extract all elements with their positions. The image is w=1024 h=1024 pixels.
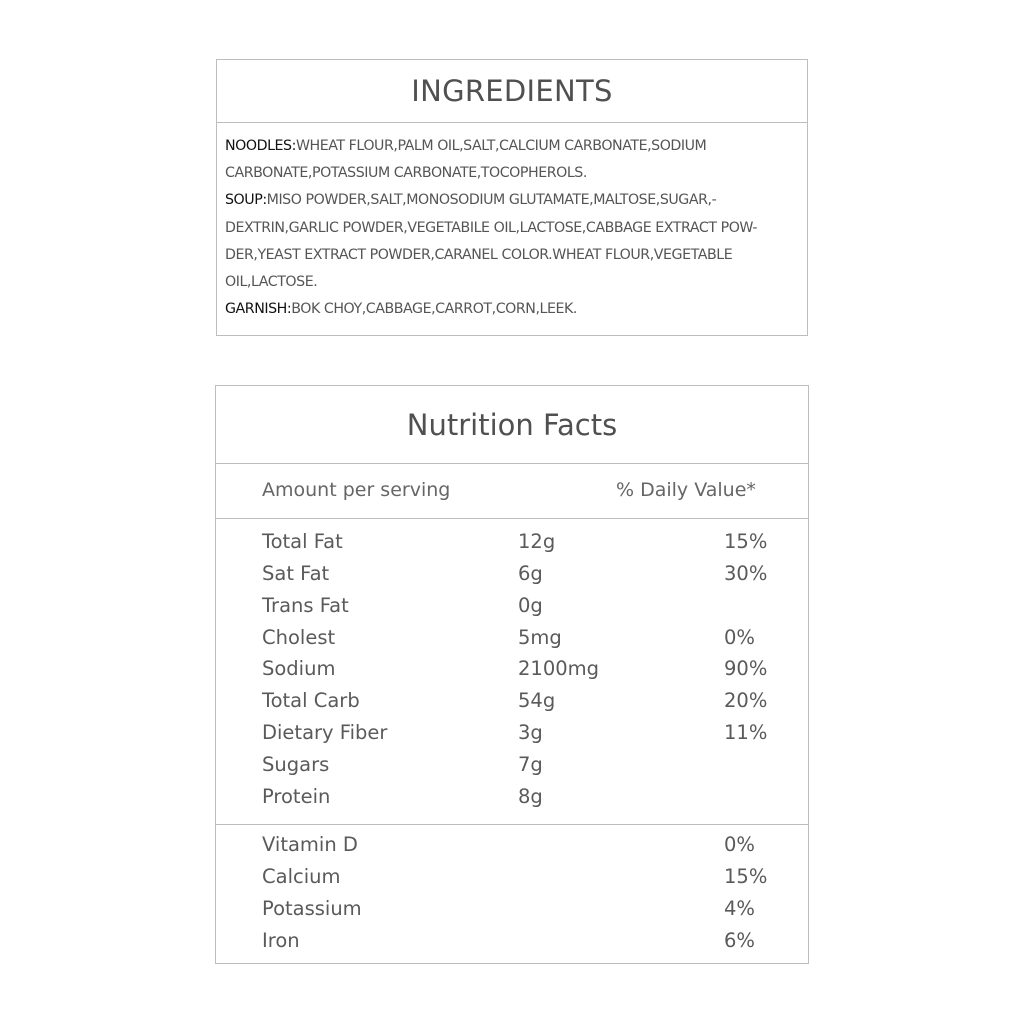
nutrient-row xyxy=(216,530,808,562)
ingredient-text: MISO POWDER,SALT,MONOSODIUM GLUTAMATE,MALTOSE,SUGAR,-DEXTRIN,GARLIC POWDER,VEGETABILE OIL,LACTOSE,CABBAGE EXTRACT POW-DER,YEAST EXTRACT POWDER,CARANEL COLOR.WHEAT FLOUR,VEGETABLE OIL,LACTOSE. xyxy=(225,192,758,291)
vitamin-name: Potassium xyxy=(262,897,362,920)
nutrient-name: Total Fat xyxy=(262,530,343,553)
ingredient-label: SOUP: xyxy=(225,192,267,209)
nutrition-title: Nutrition Facts xyxy=(216,386,808,464)
nutrient-daily-value: 30% xyxy=(724,562,768,585)
vitamin-row xyxy=(216,833,808,865)
vitamin-daily-value: 0% xyxy=(724,833,755,856)
ingredient-section-garnish xyxy=(225,301,577,317)
nutrient-row xyxy=(216,721,808,753)
nutrient-name: Total Carb xyxy=(262,689,360,712)
nutrient-row xyxy=(216,785,808,817)
vitamin-row xyxy=(216,865,808,897)
nutrient-name: Trans Fat xyxy=(262,594,349,617)
nutrient-daily-value: 11% xyxy=(724,721,768,744)
ingredient-text: BOK CHOY,CABBAGE,CARROT,CORN,LEEK. xyxy=(291,301,577,318)
vitamin-name: Vitamin D xyxy=(262,833,358,856)
vitamin-daily-value: 4% xyxy=(724,897,755,920)
nutrient-name: Sodium xyxy=(262,657,336,680)
nutrient-daily-value: 0% xyxy=(724,626,755,649)
nutrient-daily-value: 90% xyxy=(724,657,768,680)
vitamins-divider xyxy=(216,824,808,825)
vitamin-name: Calcium xyxy=(262,865,341,888)
ingredient-label: GARNISH: xyxy=(225,301,292,318)
nutrient-amount: 54g xyxy=(518,689,556,712)
ingredient-label: NOODLES: xyxy=(225,138,296,154)
nutrient-name: Sugars xyxy=(262,753,330,776)
nutrient-amount: 7g xyxy=(518,753,543,776)
nutrient-amount: 8g xyxy=(518,785,543,808)
vitamin-name: Iron xyxy=(262,929,300,952)
amount-per-serving-label: Amount per serving xyxy=(262,479,451,501)
nutrient-name: Cholest xyxy=(262,626,336,649)
ingredient-section-soup xyxy=(225,192,757,290)
ingredient-text: WHEAT FLOUR,PALM OIL,SALT,CALCIUM CARBONATE,SODIUM CARBONATE,POTASSIUM CARBONATE,TOCOPHEROLS. xyxy=(225,138,707,182)
nutrition-header-row xyxy=(216,464,808,519)
nutrient-row xyxy=(216,594,808,626)
nutrient-amount: 2100mg xyxy=(518,657,599,680)
ingredients-panel xyxy=(216,59,808,336)
nutrient-name: Sat Fat xyxy=(262,562,330,585)
vitamin-daily-value: 15% xyxy=(724,865,768,888)
nutrient-row xyxy=(216,562,808,594)
vitamin-row xyxy=(216,897,808,929)
nutrient-name: Protein xyxy=(262,785,331,808)
nutrient-amount: 3g xyxy=(518,721,543,744)
nutrient-name: Dietary Fiber xyxy=(262,721,388,744)
nutrient-row xyxy=(216,657,808,689)
ingredients-title: INGREDIENTS xyxy=(217,60,807,123)
vitamin-row xyxy=(216,929,808,961)
nutrient-amount: 5mg xyxy=(518,626,562,649)
nutrient-row xyxy=(216,689,808,721)
daily-value-label: % Daily Value* xyxy=(616,479,756,501)
nutrient-amount: 6g xyxy=(518,562,543,585)
nutrient-amount: 12g xyxy=(518,530,556,553)
nutrient-row xyxy=(216,753,808,785)
nutrient-daily-value: 15% xyxy=(724,530,768,553)
nutrient-row xyxy=(216,626,808,658)
nutrient-daily-value: 20% xyxy=(724,689,768,712)
nutrient-amount: 0g xyxy=(518,594,543,617)
vitamin-daily-value: 6% xyxy=(724,929,755,952)
nutrition-panel xyxy=(215,385,809,964)
ingredients-body xyxy=(217,123,807,323)
ingredient-section-noodles xyxy=(225,138,706,181)
